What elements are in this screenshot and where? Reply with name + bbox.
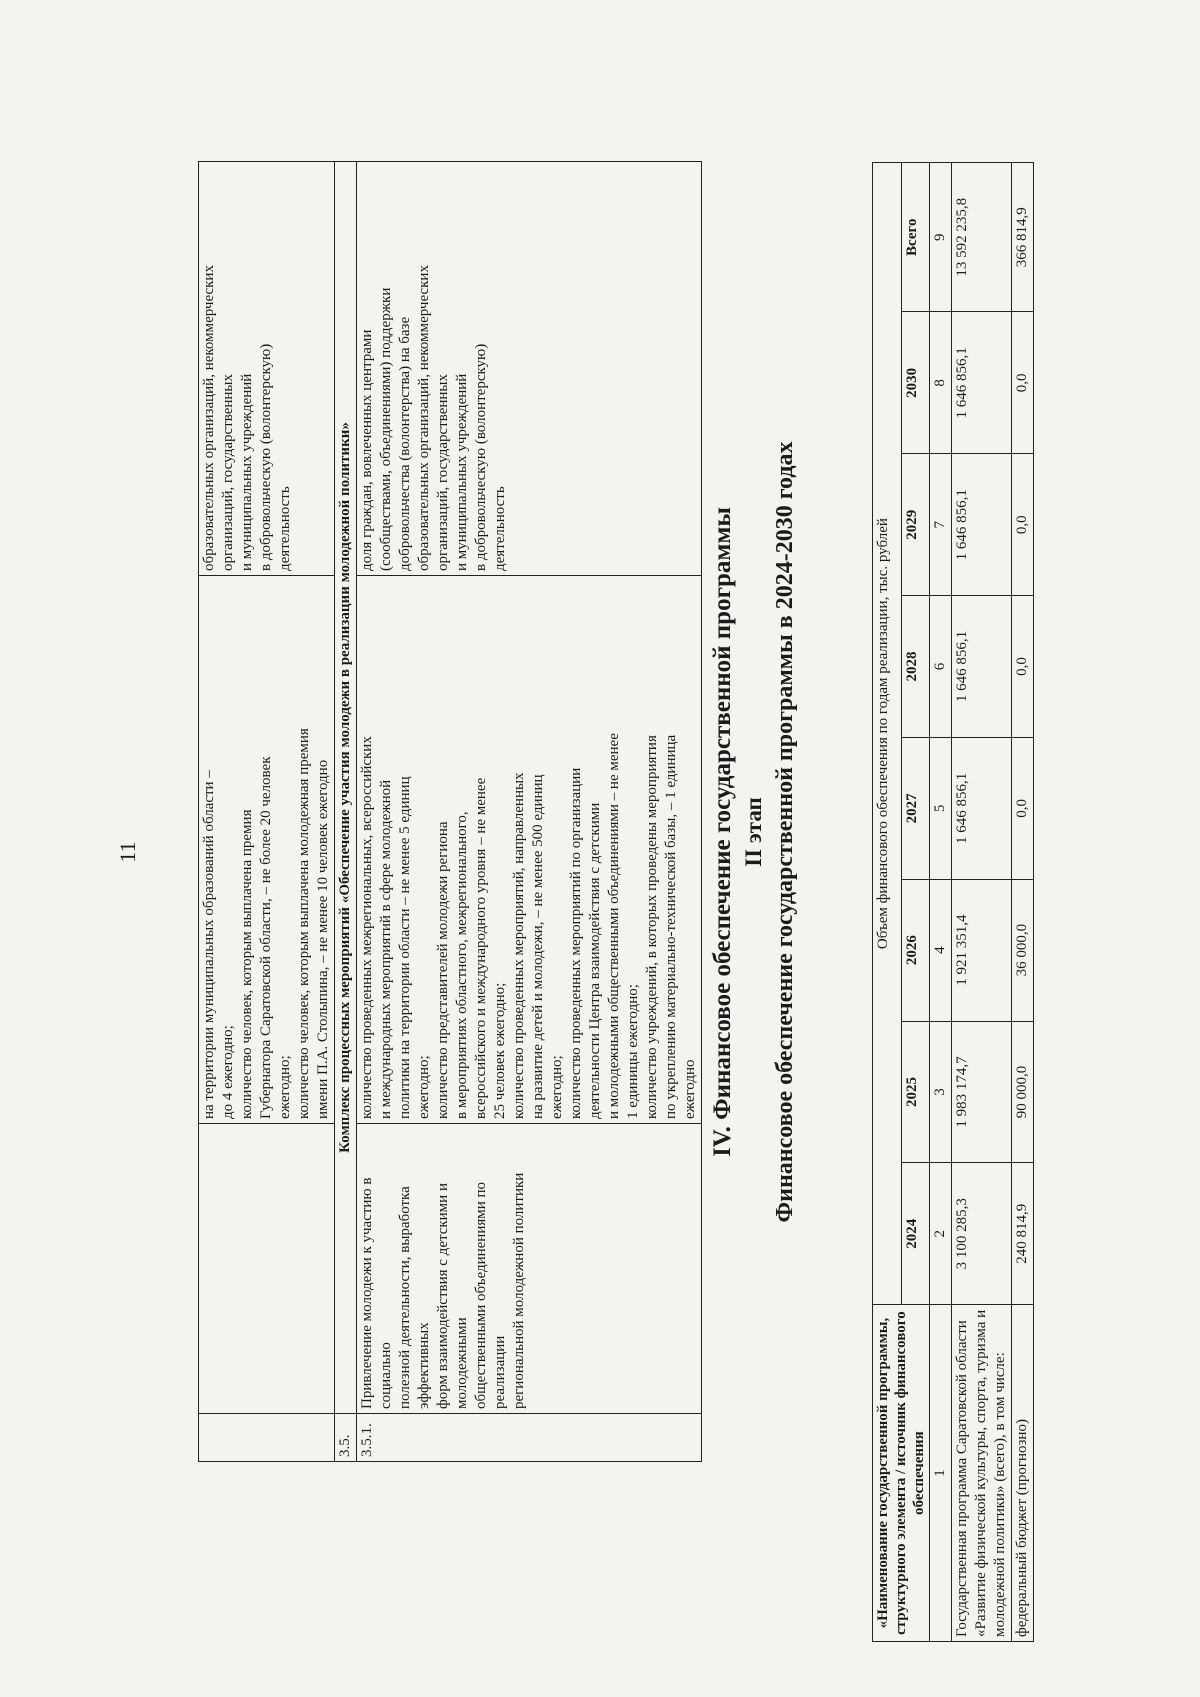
header-row: [873, 163, 902, 1642]
text-line: на развитие детей и молодежи, – не менее 500 единиц: [530, 774, 546, 1119]
table-row: [952, 163, 1012, 1642]
table-row: [1012, 163, 1034, 1642]
column-numbers-row: [930, 163, 952, 1642]
total-header: Всего: [902, 163, 930, 313]
section-row: [335, 162, 357, 1462]
section-heading: IV. Финансовое обеспечение государственной программы: [709, 507, 736, 1157]
text-line: организаций, государственных: [435, 374, 451, 571]
year-header: 2028: [902, 596, 930, 738]
row-number-cell: [199, 1414, 335, 1462]
text-line: и муниципальных учреждений: [454, 373, 470, 571]
text-line: количество проведенных мероприятий, направленных: [511, 772, 527, 1119]
value-cell: 36 000,0: [1012, 879, 1034, 1021]
text-line: и муниципальных учреждений: [239, 373, 255, 571]
indicators-table-block: [198, 162, 728, 1462]
subtitle-heading: Финансовое обеспечение государственной программы в 2024-2030 годах: [772, 441, 798, 1223]
column-number: 2: [930, 1163, 952, 1305]
section-headings: [706, 222, 836, 1442]
text-line: количество человек, которым выплачена премия: [239, 809, 255, 1119]
volume-header-cell: Объем финансового обеспечения по годам реализации, тыс. рублей: [873, 163, 902, 1305]
text-line: Губернатора Саратовской области, – не более 20 человек: [258, 756, 274, 1119]
year-header: 2030: [902, 312, 930, 454]
value-cell: 1 646 856,1: [952, 596, 1012, 738]
text-line: в добровольческую (волонтерскую): [473, 343, 489, 571]
text-line: всероссийского и международного уровня – не менее: [473, 777, 489, 1119]
text-line: добровольчества (волонтерства) на базе: [397, 316, 413, 571]
section-title-cell: Комплекс процессных мероприятий «Обеспечение участия молодежи в реализации молодежной политики»: [335, 162, 357, 1414]
text-line: (сообществами, объединениями) поддержки: [378, 287, 394, 571]
stage-heading: II этап: [741, 797, 766, 867]
value-cell: 1 646 856,1: [952, 312, 1012, 454]
text-line: доля граждан, вовлеченных центрами: [359, 329, 375, 571]
value-cell: 1 921 351,4: [952, 879, 1012, 1021]
text-line: количество проведенных мероприятий по организации: [568, 767, 584, 1119]
text-line: общественными объединениями по реализации: [473, 1181, 508, 1409]
text-line: деятельность: [277, 486, 293, 571]
value-cell: 1 646 856,1: [952, 737, 1012, 879]
text-line: количество проведенных межрегиональных, всероссийских: [359, 736, 375, 1119]
row-number-cell: 3.5.1.: [357, 1414, 702, 1462]
task-name-cell: [357, 1124, 702, 1414]
total-cell: 13 592 235,8: [952, 163, 1012, 313]
value-cell: 1 646 856,1: [952, 454, 1012, 596]
text-line: Привлечение молодежи к участию в социально: [359, 1177, 394, 1409]
finance-table-block: [872, 162, 1092, 1642]
text-line: и международных мероприятий в сфере молодежной: [378, 779, 394, 1119]
text-line: 25 человек ежегодно;: [492, 982, 508, 1119]
text-line: количество представителей молодежи региона: [435, 821, 451, 1119]
total-cell: 366 814,9: [1012, 163, 1034, 313]
text-line: организаций, государственных: [220, 374, 236, 571]
text-line: на территории муниципальных образований области –: [201, 770, 217, 1119]
value-cell: 0,0: [1012, 596, 1034, 738]
year-header: 2024: [902, 1163, 930, 1305]
year-header: 2027: [902, 737, 930, 879]
indicators-table: [198, 161, 702, 1462]
text-line: полезной деятельности, выработка эффективных: [397, 1186, 432, 1409]
value-cell: 0,0: [1012, 312, 1034, 454]
value-cell: 3 100 285,3: [952, 1163, 1012, 1305]
column-number: 5: [930, 737, 952, 879]
link-cell: [357, 162, 702, 576]
text-line: в мероприятиях областного, межрегионального,: [454, 811, 470, 1119]
text-line: до 4 ежегодно;: [220, 1025, 236, 1119]
indicators-cell: [357, 576, 702, 1124]
text-line: имени П.А. Столыпина, – не менее 10 человек ежегодно: [315, 759, 331, 1119]
text-line: в добровольческую (волонтерскую): [258, 343, 274, 571]
text-line: 1 единицы ежегодно;: [625, 984, 641, 1119]
page-number: 11: [115, 841, 140, 863]
column-number: 4: [930, 879, 952, 1021]
text-line: деятельность: [492, 486, 508, 571]
column-number: 9: [930, 163, 952, 313]
year-header: 2025: [902, 1021, 930, 1163]
text-line: форм взаимодействия с детскими и молодежными: [435, 1183, 470, 1409]
column-number: 7: [930, 454, 952, 596]
text-line: политики на территории области – не менее 5 единиц: [397, 776, 413, 1119]
column-number: 6: [930, 596, 952, 738]
text-line: региональной молодежной политики: [511, 1172, 527, 1409]
year-header: 2029: [902, 454, 930, 596]
text-line: ежегодно;: [549, 1055, 565, 1119]
value-cell: 240 814,9: [1012, 1163, 1034, 1305]
table-row: [199, 162, 335, 1462]
link-cell: [199, 162, 335, 576]
table-row: [357, 162, 702, 1462]
text-line: деятельности Центра взаимодействия с детскими: [587, 802, 603, 1119]
year-header: 2026: [902, 879, 930, 1021]
value-cell: 90 000,0: [1012, 1021, 1034, 1163]
name-header-cell: «Наименование государственной программы, структурного элемента / источник финансового обеспечения: [873, 1305, 930, 1642]
text-line: и молодежными общественными объединениями – не менее: [606, 733, 622, 1119]
value-cell: 0,0: [1012, 454, 1034, 596]
column-number: 8: [930, 312, 952, 454]
text-line: образовательных организаций, некоммерческих: [201, 265, 217, 571]
value-cell: 1 983 174,7: [952, 1021, 1012, 1163]
section-number-cell: 3.5.: [335, 1414, 357, 1462]
text-line: ежегодно: [682, 1059, 698, 1119]
indicators-cell: [199, 576, 335, 1124]
value-cell: 0,0: [1012, 737, 1034, 879]
task-name-cell: [199, 1124, 335, 1414]
text-line: ежегодно;: [416, 1055, 432, 1119]
row-name-cell: федеральный бюджет (прогнозно): [1012, 1305, 1034, 1642]
finance-table: [872, 162, 1034, 1642]
column-number: 1: [930, 1305, 952, 1642]
text-line: по укреплению материально-технической базы, – 1 единица: [663, 734, 679, 1119]
text-line: количество учреждений, в которых проведены мероприятия: [644, 735, 660, 1119]
text-line: ежегодно;: [277, 1055, 293, 1119]
text-line: образовательных организаций, некоммерческих: [416, 265, 432, 571]
column-number: 3: [930, 1021, 952, 1163]
row-name-cell: Государственная программа Саратовской области «Развитие физической культуры, спорта, туризма и молодежной политики» (всего), в том числе:: [952, 1305, 1012, 1642]
text-line: количество человек, которым выплачена молодежная премия: [296, 728, 312, 1119]
